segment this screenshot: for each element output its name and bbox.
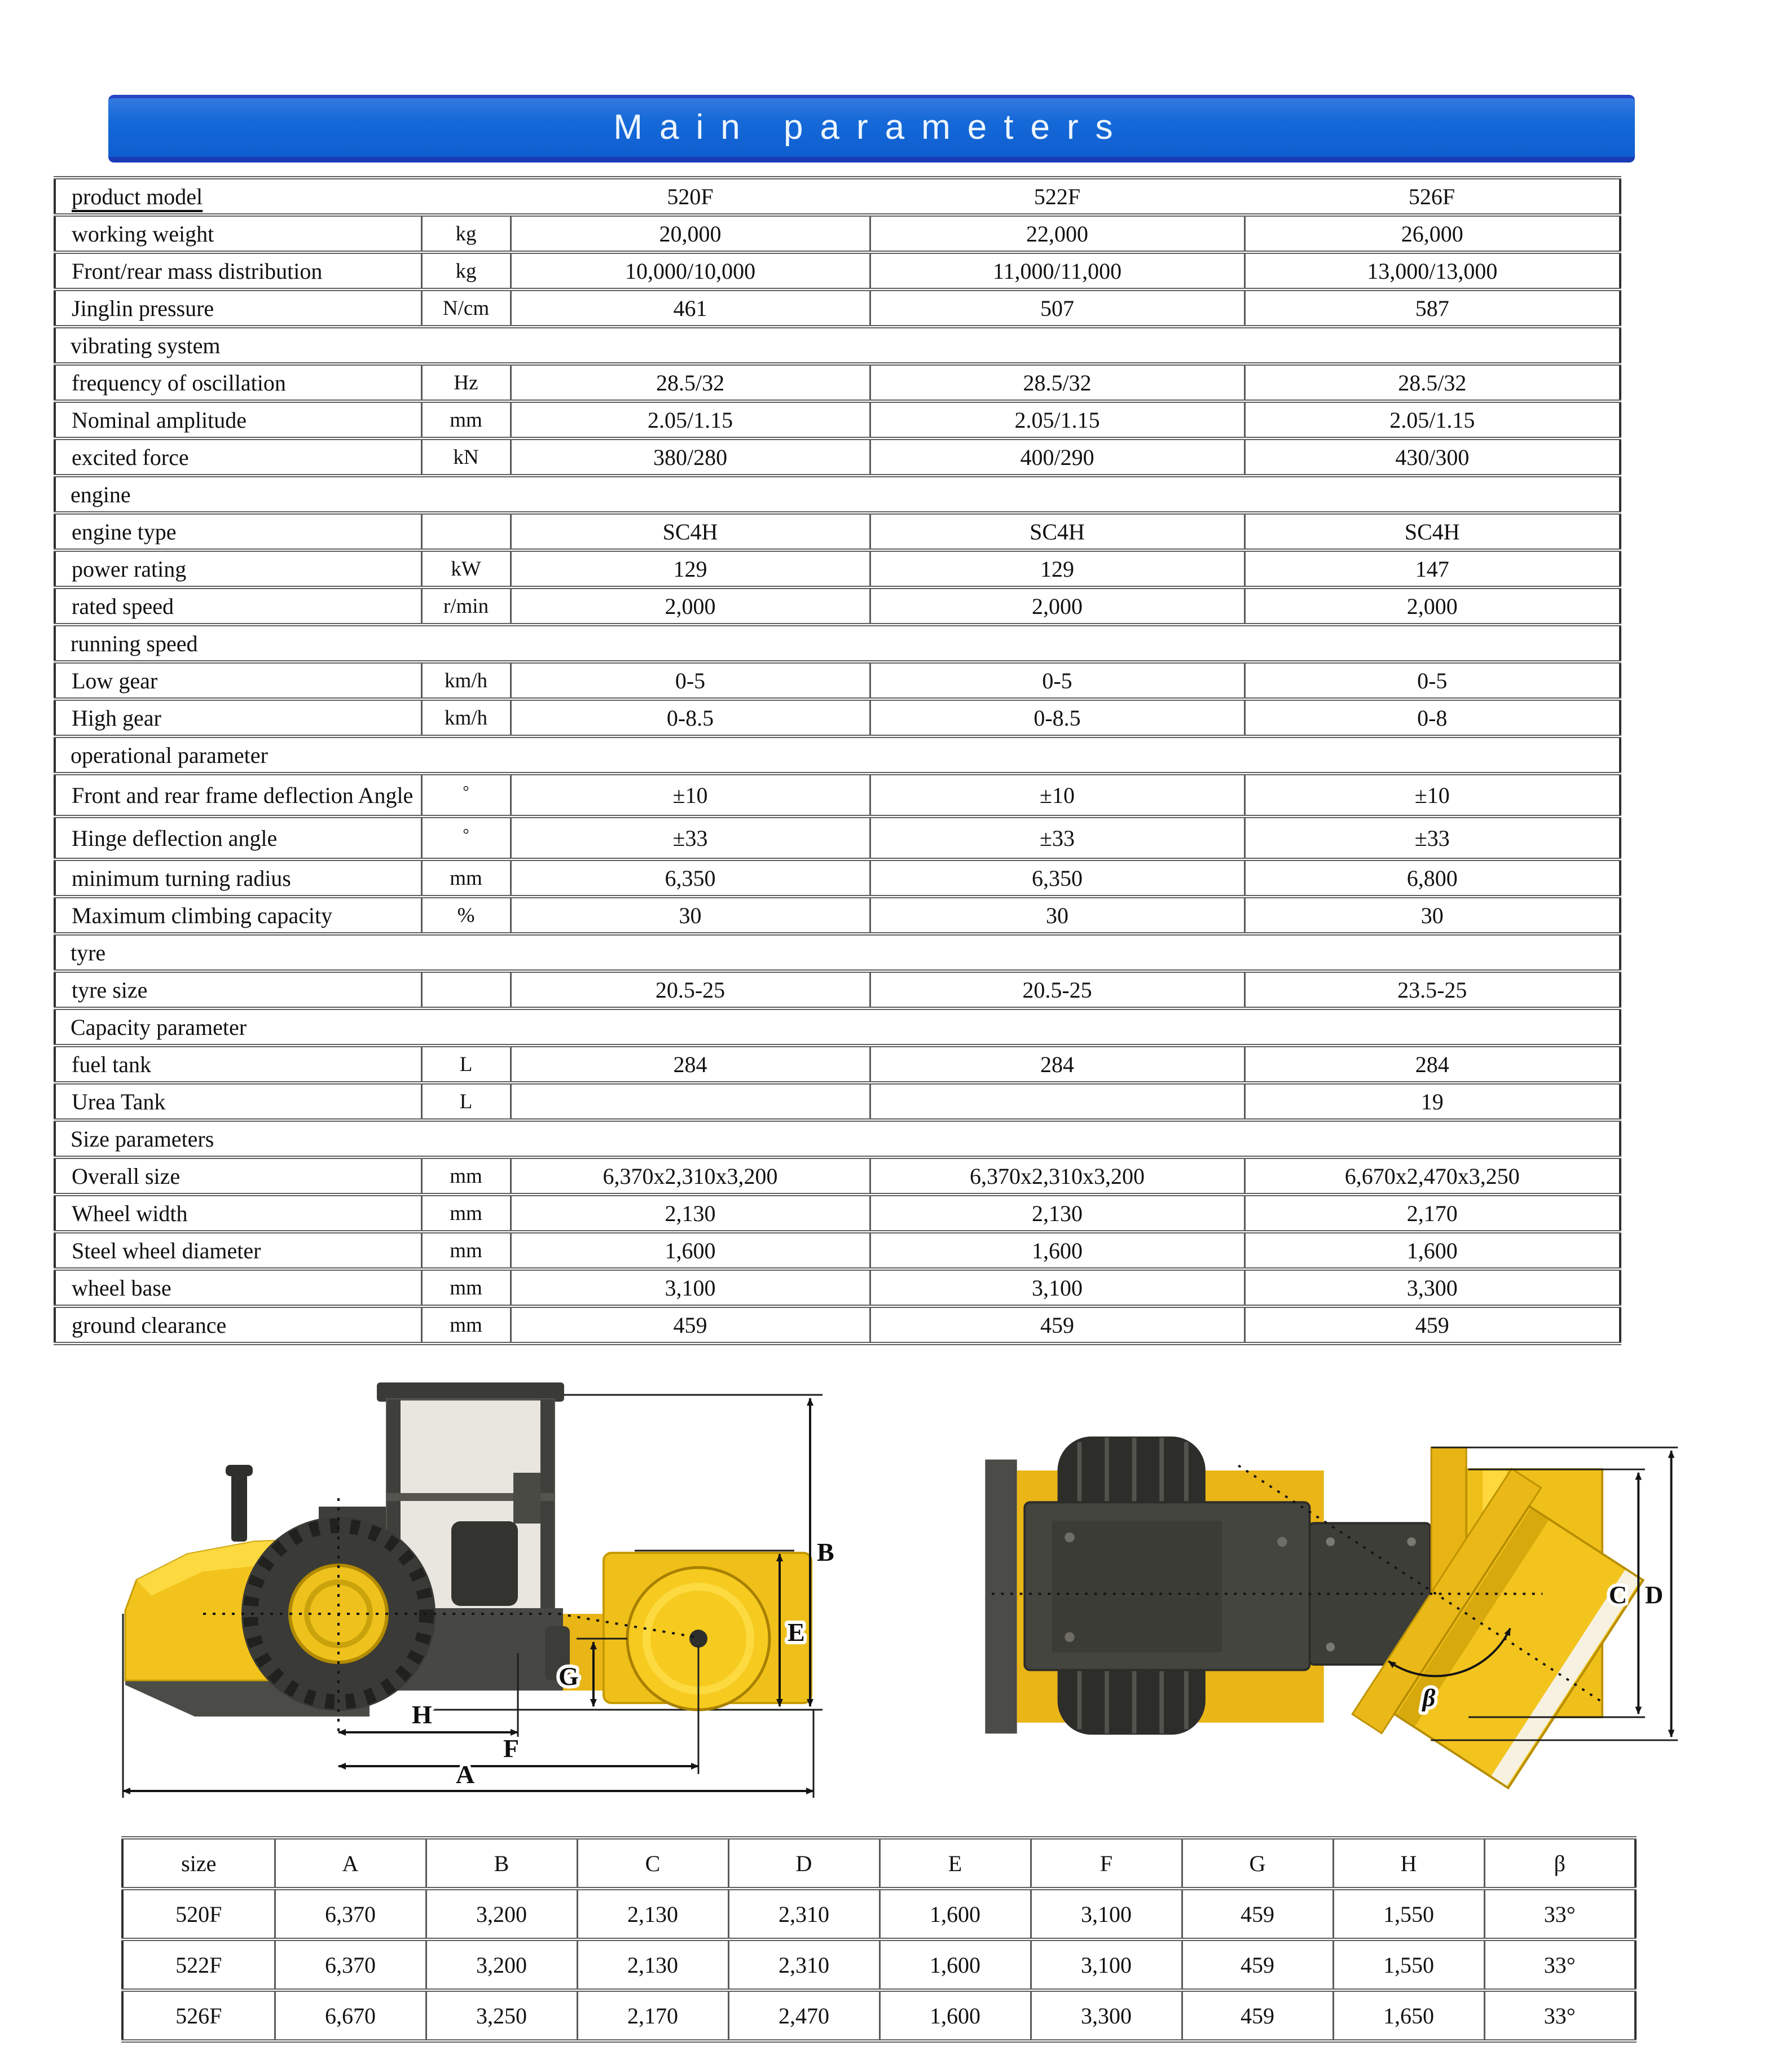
value-cell: 0-5 [511,662,870,699]
size-value-cell: 33° [1484,1939,1635,1990]
page-title: Main parameters [613,108,1130,147]
size-value-cell: 3,200 [426,1939,577,1990]
unit-cell: mm [421,1269,511,1306]
unit-cell: L [421,1083,511,1120]
dim-label-e: E [788,1618,805,1647]
unit-cell: ° [421,816,511,859]
value-cell: 129 [870,550,1244,587]
param-label-cell: wheel base [55,1269,421,1306]
value-cell: 1,600 [511,1232,870,1269]
size-value-cell: 3,300 [1031,1990,1182,2041]
spec-row [55,816,1620,859]
value-cell: 6,370x2,310x3,200 [511,1157,870,1195]
value-cell: 0-8.5 [870,699,1244,736]
transmission-bolt [1326,1538,1335,1547]
roller-side-illustration [125,1382,811,1717]
spec-row [55,662,1620,699]
size-value-cell: 6,370 [275,1939,426,1990]
param-label-cell: Front/rear mass distribution [55,252,421,289]
spec-row [55,1157,1620,1195]
value-cell: 459 [870,1306,1244,1344]
size-value-cell: 6,670 [275,1990,426,2041]
unit-cell: kg [421,252,511,289]
exhaust-pipe [231,1470,247,1542]
value-cell: 28.5/32 [1244,364,1620,401]
value-cell: 1,600 [870,1232,1244,1269]
size-model-cell: 526F [122,1990,275,2041]
value-cell: 6,670x2,470x3,250 [1244,1157,1620,1195]
value-cell: 459 [511,1306,870,1344]
section-label-cell: tyre [55,934,1620,971]
spec-row [55,1269,1620,1306]
value-cell: SC4H [870,513,1244,550]
value-cell: 30 [1244,897,1620,934]
main-spec-table [54,176,1621,1345]
size-value-cell: 33° [1484,1990,1635,2041]
spec-row [55,1306,1620,1344]
size-header-cell: F [1031,1838,1182,1889]
dim-label-b: B [817,1538,834,1566]
dim-label-a: A [456,1760,475,1789]
size-value-cell: 3,100 [1031,1889,1182,1939]
section-row [55,1120,1620,1157]
unit-cell: km/h [421,699,511,736]
spec-row [55,215,1620,252]
section-label-cell: engine [55,476,1620,513]
value-cell: 20.5-25 [870,971,1244,1008]
unit-cell: L [421,1046,511,1083]
spec-row [55,1195,1620,1232]
value-cell: SC4H [1244,513,1620,550]
unit-cell: ° [421,774,511,816]
value-cell: 11,000/11,000 [870,252,1244,289]
param-label-cell: tyre size [55,971,421,1008]
deck-bolt [1065,1632,1074,1642]
value-cell: 6,370x2,310x3,200 [870,1157,1244,1195]
param-label-cell: Wheel width [55,1195,421,1232]
param-label-cell: product model [55,178,511,215]
param-label-cell: Front and rear frame deflection Angle [55,774,421,816]
dimension-diagrams [62,1371,1790,1800]
size-table [121,1836,1637,2043]
param-label-cell: engine type [55,513,421,550]
section-label-cell: operational parameter [55,736,1620,774]
size-header-cell: H [1333,1838,1484,1889]
size-value-cell: 33° [1484,1889,1635,1939]
model-name-cell: 522F [870,178,1244,215]
param-label-cell: Maximum climbing capacity [55,897,421,934]
value-cell: 6,350 [511,859,870,897]
unit-cell: mm [421,1195,511,1232]
dim-label-g: G [558,1662,579,1691]
value-cell: 26,000 [1244,215,1620,252]
param-label-cell: power rating [55,550,421,587]
value-cell: 0-5 [870,662,1244,699]
deck-bolt [1065,1533,1074,1542]
spec-row [55,859,1620,897]
value-cell: 129 [511,550,870,587]
unit-cell: mm [421,401,511,438]
value-cell: 13,000/13,000 [1244,252,1620,289]
deck-bolt [1277,1537,1287,1547]
param-label-cell: fuel tank [55,1046,421,1083]
param-label-cell: Hinge deflection angle [55,816,421,859]
engine-hatch [1052,1521,1222,1652]
unit-cell: mm [421,1306,511,1344]
value-cell: ±10 [1244,774,1620,816]
dim-label-c: C [1608,1581,1628,1609]
value-cell: 459 [1244,1306,1620,1344]
dim-label-d: D [1644,1581,1664,1609]
spec-row [55,401,1620,438]
size-header-cell: B [426,1838,577,1889]
spec-row [55,1083,1620,1120]
value-cell: 0-8.5 [511,699,870,736]
value-cell: 400/290 [870,438,1244,476]
size-row [122,1990,1635,2041]
size-header-cell: E [879,1838,1031,1889]
size-value-cell: 1,600 [879,1889,1031,1939]
unit-cell: mm [421,859,511,897]
spec-row [55,252,1620,289]
value-cell: 22,000 [870,215,1244,252]
spec-row [55,774,1620,816]
value-cell: 28.5/32 [870,364,1244,401]
size-header-cell: β [1484,1838,1635,1889]
size-value-cell: 1,550 [1333,1939,1484,1990]
value-cell: 2,000 [511,587,870,625]
param-label-cell: Low gear [55,662,421,699]
value-cell: 2,130 [870,1195,1244,1232]
size-model-cell: 522F [122,1939,275,1990]
param-label-cell: ground clearance [55,1306,421,1344]
value-cell: 3,100 [870,1269,1244,1306]
size-value-cell: 1,550 [1333,1889,1484,1939]
operator-seat [451,1521,518,1606]
spec-row [55,289,1620,327]
value-cell [870,1083,1244,1120]
spec-row [55,587,1620,625]
value-cell: 380/280 [511,438,870,476]
value-cell: 30 [870,897,1244,934]
section-row [55,736,1620,774]
unit-cell: mm [421,1157,511,1195]
param-label-cell: rated speed [55,587,421,625]
param-label-cell: Steel wheel diameter [55,1232,421,1269]
model-name-cell: 526F [1244,178,1620,215]
value-cell: 2.05/1.15 [870,401,1244,438]
unit-cell: kW [421,550,511,587]
size-row [122,1939,1635,1990]
dim-label-f: F [503,1734,520,1763]
spec-row [55,897,1620,934]
size-header-cell: A [275,1838,426,1889]
value-cell: 6,800 [1244,859,1620,897]
value-cell: ±33 [1244,816,1620,859]
section-label-cell: Capacity parameter [55,1008,1620,1046]
main-parameters-bar [108,95,1635,163]
cab-console [513,1473,540,1524]
dim-label-h: H [412,1700,432,1729]
spec-row [55,1232,1620,1269]
value-cell: 20,000 [511,215,870,252]
size-value-cell: 3,200 [426,1889,577,1939]
section-row [55,934,1620,971]
roller-top-illustration [985,1437,1655,1800]
value-cell: ±10 [511,774,870,816]
value-cell: 284 [1244,1046,1620,1083]
spec-row [55,971,1620,1008]
value-cell: 20.5-25 [511,971,870,1008]
transmission-bolt [1326,1643,1335,1652]
unit-cell: kg [421,215,511,252]
unit-cell: % [421,897,511,934]
value-cell: 2.05/1.15 [1244,401,1620,438]
size-value-cell: 459 [1182,1939,1333,1990]
section-row [55,327,1620,364]
value-cell: 587 [1244,289,1620,327]
value-cell: ±10 [870,774,1244,816]
model-header-row [55,178,1620,215]
model-name-cell: 520F [511,178,870,215]
value-cell: 0-8 [1244,699,1620,736]
section-label-cell: running speed [55,625,1620,662]
param-label-cell: minimum turning radius [55,859,421,897]
value-cell [511,1083,870,1120]
value-cell: 28.5/32 [511,364,870,401]
rear-bumper [985,1460,1017,1734]
param-label-cell: Nominal amplitude [55,401,421,438]
param-label-cell: Overall size [55,1157,421,1195]
param-label-cell: Urea Tank [55,1083,421,1120]
value-cell: 2,000 [870,587,1244,625]
size-value-cell: 3,100 [1031,1939,1182,1990]
size-value-cell: 2,130 [577,1889,728,1939]
value-cell: 1,600 [1244,1232,1620,1269]
value-cell: ±33 [511,816,870,859]
value-cell: 10,000/10,000 [511,252,870,289]
size-header-cell: C [577,1838,728,1889]
value-cell: 2,130 [511,1195,870,1232]
size-value-cell: 2,470 [728,1990,879,2041]
unit-cell [421,513,511,550]
unit-cell: mm [421,1232,511,1269]
size-value-cell: 2,130 [577,1939,728,1990]
spec-row [55,513,1620,550]
spec-row [55,550,1620,587]
value-cell: 2,000 [1244,587,1620,625]
value-cell: 6,350 [870,859,1244,897]
value-cell: 284 [511,1046,870,1083]
main-spec-table-body [55,178,1620,1344]
dim-label-beta: β [1422,1683,1436,1712]
param-label-cell: Jinglin pressure [55,289,421,327]
unit-cell: N/cm [421,289,511,327]
value-cell: 0-5 [1244,662,1620,699]
value-cell: SC4H [511,513,870,550]
size-value-cell: 6,370 [275,1889,426,1939]
section-row [55,476,1620,513]
transmission-bolt [1407,1538,1416,1547]
size-header-cell: size [122,1838,275,1889]
unit-cell: km/h [421,662,511,699]
section-label-cell: Size parameters [55,1120,1620,1157]
spec-row [55,1046,1620,1083]
drum-axle [689,1630,707,1648]
size-value-cell: 1,600 [879,1990,1031,2041]
cab-rear-pillar [540,1399,554,1609]
value-cell: 284 [870,1046,1244,1083]
param-label-cell: working weight [55,215,421,252]
section-row [55,1008,1620,1046]
value-cell: 3,100 [511,1269,870,1306]
unit-cell: kN [421,438,511,476]
spec-sheet-page [0,95,1790,2072]
value-cell: ±33 [870,816,1244,859]
size-header-cell: D [728,1838,879,1889]
size-value-cell: 2,310 [728,1939,879,1990]
value-cell: 2.05/1.15 [511,401,870,438]
value-cell: 2,170 [1244,1195,1620,1232]
size-value-cell: 3,250 [426,1990,577,2041]
value-cell: 461 [511,289,870,327]
unit-cell [421,971,511,1008]
size-value-cell: 459 [1182,1990,1333,2041]
size-value-cell: 459 [1182,1889,1333,1939]
size-value-cell: 1,600 [879,1939,1031,1990]
value-cell: 507 [870,289,1244,327]
unit-cell: Hz [421,364,511,401]
size-row [122,1889,1635,1939]
value-cell: 30 [511,897,870,934]
spec-row [55,364,1620,401]
size-table-body [122,1889,1635,2041]
value-cell: 147 [1244,550,1620,587]
spec-row [55,438,1620,476]
size-value-cell: 1,650 [1333,1990,1484,2041]
size-value-cell: 2,310 [728,1889,879,1939]
section-row [55,625,1620,662]
param-label-cell: frequency of oscillation [55,364,421,401]
param-label-cell: excited force [55,438,421,476]
size-value-cell: 2,170 [577,1990,728,2041]
value-cell: 430/300 [1244,438,1620,476]
param-label-cell: High gear [55,699,421,736]
top-view-diagram [953,1371,1721,1800]
value-cell: 19 [1244,1083,1620,1120]
value-cell: 23.5-25 [1244,971,1620,1008]
section-label-cell: vibrating system [55,327,1620,364]
spec-row [55,699,1620,736]
size-header-row [122,1838,1635,1889]
value-cell: 3,300 [1244,1269,1620,1306]
side-view-diagram [62,1371,874,1800]
unit-cell: r/min [421,587,511,625]
size-model-cell: 520F [122,1889,275,1939]
size-header-cell: G [1182,1838,1333,1889]
